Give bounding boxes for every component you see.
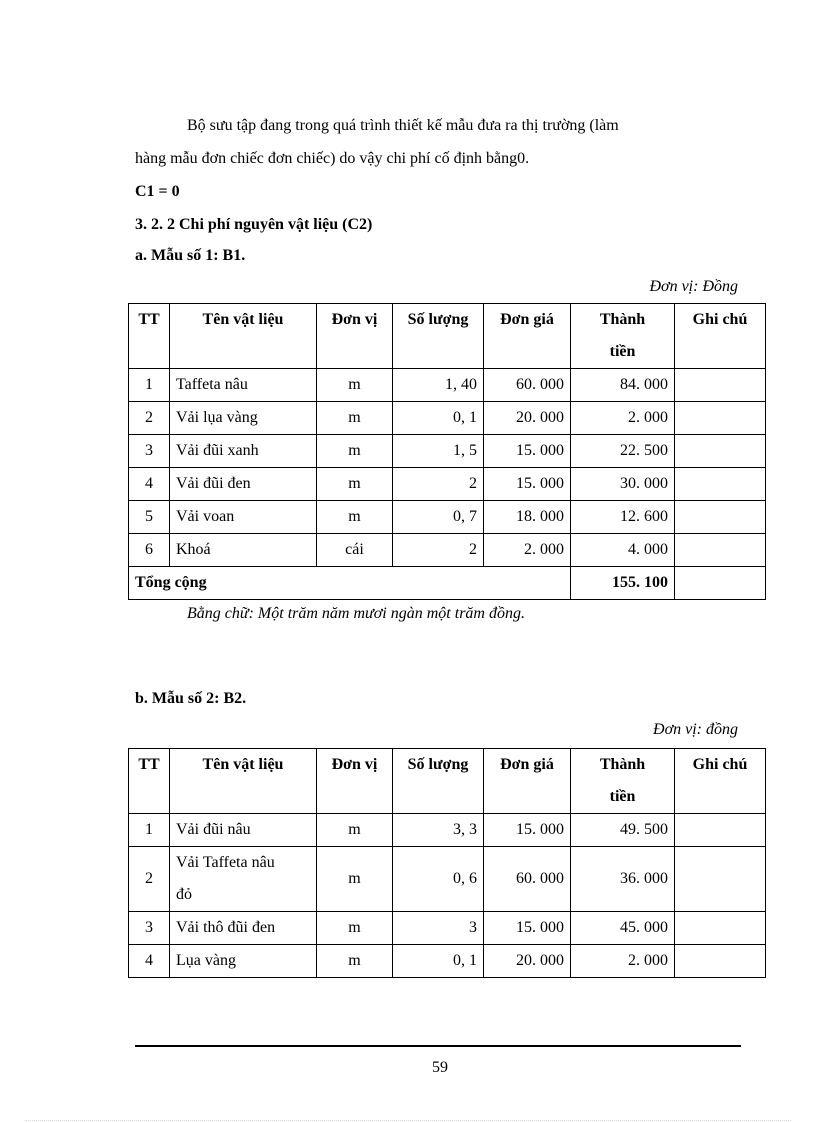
cell-total: 36. 000 xyxy=(571,847,675,912)
cell-price: 60. 000 xyxy=(484,369,571,402)
table2-unit-note: Đơn vị: đồng xyxy=(653,721,738,738)
header-name: Tên vật liệu xyxy=(170,304,317,369)
cell-total: 2. 000 xyxy=(571,945,675,978)
total-label: Tổng cộng xyxy=(129,567,571,600)
materials-table-b2 xyxy=(128,748,766,978)
table-row xyxy=(129,435,766,468)
intro-line-2: hàng mẫu đơn chiếc đơn chiếc) do vậy chi phí cố định bằng0. xyxy=(135,150,530,167)
table-header-row xyxy=(129,749,766,814)
intro-line-1: Bộ sưu tập đang trong quá trình thiết kế mẫu đưa ra thị trường (làm xyxy=(187,117,619,134)
cell-qty: 0, 7 xyxy=(393,501,484,534)
cell-unit: m xyxy=(317,369,393,402)
cell-name: Vải lụa vàng xyxy=(170,402,317,435)
table-header-row xyxy=(129,304,766,369)
cell-tt: 6 xyxy=(129,534,170,567)
table-row xyxy=(129,912,766,945)
cell-tt: 4 xyxy=(129,468,170,501)
cell-note xyxy=(675,847,766,912)
cell-note xyxy=(675,501,766,534)
header-price: Đơn giá xyxy=(484,749,571,814)
page-bottom-border xyxy=(25,1120,791,1121)
cell-note xyxy=(675,912,766,945)
cell-unit: m xyxy=(317,468,393,501)
table-row xyxy=(129,534,766,567)
cell-total: 84. 000 xyxy=(571,369,675,402)
table1-amount-in-words: Bằng chữ: Một trăm năm mươi ngàn một trăm đồng. xyxy=(187,605,525,622)
cell-unit: m xyxy=(317,435,393,468)
table-row xyxy=(129,814,766,847)
cell-name-line2: đỏ xyxy=(176,886,192,903)
header-note: Ghi chú xyxy=(675,304,766,369)
cell-unit: m xyxy=(317,402,393,435)
total-note xyxy=(675,567,766,600)
c1-equation: C1 = 0 xyxy=(135,183,180,200)
cell-unit: m xyxy=(317,847,393,912)
header-name: Tên vật liệu xyxy=(170,749,317,814)
table1-unit-note: Đơn vị: Đồng xyxy=(649,278,738,295)
cell-name: Vải đũi nâu xyxy=(170,814,317,847)
table-row xyxy=(129,847,766,912)
total-value: 155. 100 xyxy=(571,567,675,600)
header-price: Đơn giá xyxy=(484,304,571,369)
cell-tt: 2 xyxy=(129,402,170,435)
cell-price: 15. 000 xyxy=(484,468,571,501)
table-row xyxy=(129,501,766,534)
table1-heading: a. Mẫu số 1: B1. xyxy=(135,247,246,264)
cell-total: 2. 000 xyxy=(571,402,675,435)
cell-note xyxy=(675,402,766,435)
cell-name: Vải thô đũi đen xyxy=(170,912,317,945)
cell-tt: 1 xyxy=(129,814,170,847)
cell-qty: 3 xyxy=(393,912,484,945)
cell-note xyxy=(675,468,766,501)
total-row xyxy=(129,567,766,600)
cell-note xyxy=(675,435,766,468)
header-total-line1: Thành xyxy=(599,311,646,328)
cell-tt: 4 xyxy=(129,945,170,978)
header-total-line1: Thành xyxy=(599,756,646,773)
cell-unit: m xyxy=(317,912,393,945)
table-row xyxy=(129,369,766,402)
cell-note xyxy=(675,945,766,978)
cell-name: Lụa vàng xyxy=(170,945,317,978)
cell-tt: 1 xyxy=(129,369,170,402)
materials-table-b1 xyxy=(128,303,766,600)
footer-divider xyxy=(135,1045,741,1047)
table-row xyxy=(129,402,766,435)
cell-price: 18. 000 xyxy=(484,501,571,534)
cell-total: 30. 000 xyxy=(571,468,675,501)
cell-total: 4. 000 xyxy=(571,534,675,567)
cell-total: 49. 500 xyxy=(571,814,675,847)
cell-note xyxy=(675,814,766,847)
cell-price: 15. 000 xyxy=(484,912,571,945)
cell-tt: 3 xyxy=(129,912,170,945)
cell-qty: 2 xyxy=(393,468,484,501)
header-total-line2: tiền xyxy=(609,343,636,360)
cell-qty: 2 xyxy=(393,534,484,567)
table-row xyxy=(129,468,766,501)
header-total xyxy=(571,749,675,814)
cell-price: 2. 000 xyxy=(484,534,571,567)
cell-price: 15. 000 xyxy=(484,435,571,468)
cell-qty: 0, 1 xyxy=(393,945,484,978)
cell-name: Vải đũi đen xyxy=(170,468,317,501)
cell-price: 20. 000 xyxy=(484,402,571,435)
cell-qty: 0, 1 xyxy=(393,402,484,435)
cell-price: 20. 000 xyxy=(484,945,571,978)
cell-price: 15. 000 xyxy=(484,814,571,847)
cell-total: 45. 000 xyxy=(571,912,675,945)
page-number: 59 xyxy=(432,1059,448,1076)
cell-unit: cái xyxy=(317,534,393,567)
cell-qty: 3, 3 xyxy=(393,814,484,847)
cell-total: 22. 500 xyxy=(571,435,675,468)
cell-name: Taffeta nâu xyxy=(170,369,317,402)
header-tt: TT xyxy=(129,304,170,369)
cell-qty: 1, 5 xyxy=(393,435,484,468)
header-qty: Số lượng xyxy=(393,749,484,814)
cell-tt: 3 xyxy=(129,435,170,468)
table2-heading: b. Mẫu số 2: B2. xyxy=(135,690,247,707)
header-total xyxy=(571,304,675,369)
cell-name: Khoá xyxy=(170,534,317,567)
header-tt: TT xyxy=(129,749,170,814)
header-total-line2: tiền xyxy=(609,788,636,805)
header-unit: Đơn vị xyxy=(317,749,393,814)
section-heading: 3. 2. 2 Chi phí nguyên vật liệu (C2) xyxy=(135,216,373,233)
cell-total: 12. 600 xyxy=(571,501,675,534)
cell-note xyxy=(675,534,766,567)
cell-unit: m xyxy=(317,501,393,534)
cell-tt: 2 xyxy=(129,847,170,912)
cell-qty: 0, 6 xyxy=(393,847,484,912)
cell-tt: 5 xyxy=(129,501,170,534)
cell-name: Vải đũi xanh xyxy=(170,435,317,468)
header-unit: Đơn vị xyxy=(317,304,393,369)
header-qty: Số lượng xyxy=(393,304,484,369)
cell-name xyxy=(170,847,317,912)
cell-name-line1: Vải Taffeta nâu xyxy=(176,854,275,871)
cell-unit: m xyxy=(317,814,393,847)
cell-name: Vải voan xyxy=(170,501,317,534)
cell-price: 60. 000 xyxy=(484,847,571,912)
header-note: Ghi chú xyxy=(675,749,766,814)
cell-qty: 1, 40 xyxy=(393,369,484,402)
cell-unit: m xyxy=(317,945,393,978)
cell-note xyxy=(675,369,766,402)
table-row xyxy=(129,945,766,978)
